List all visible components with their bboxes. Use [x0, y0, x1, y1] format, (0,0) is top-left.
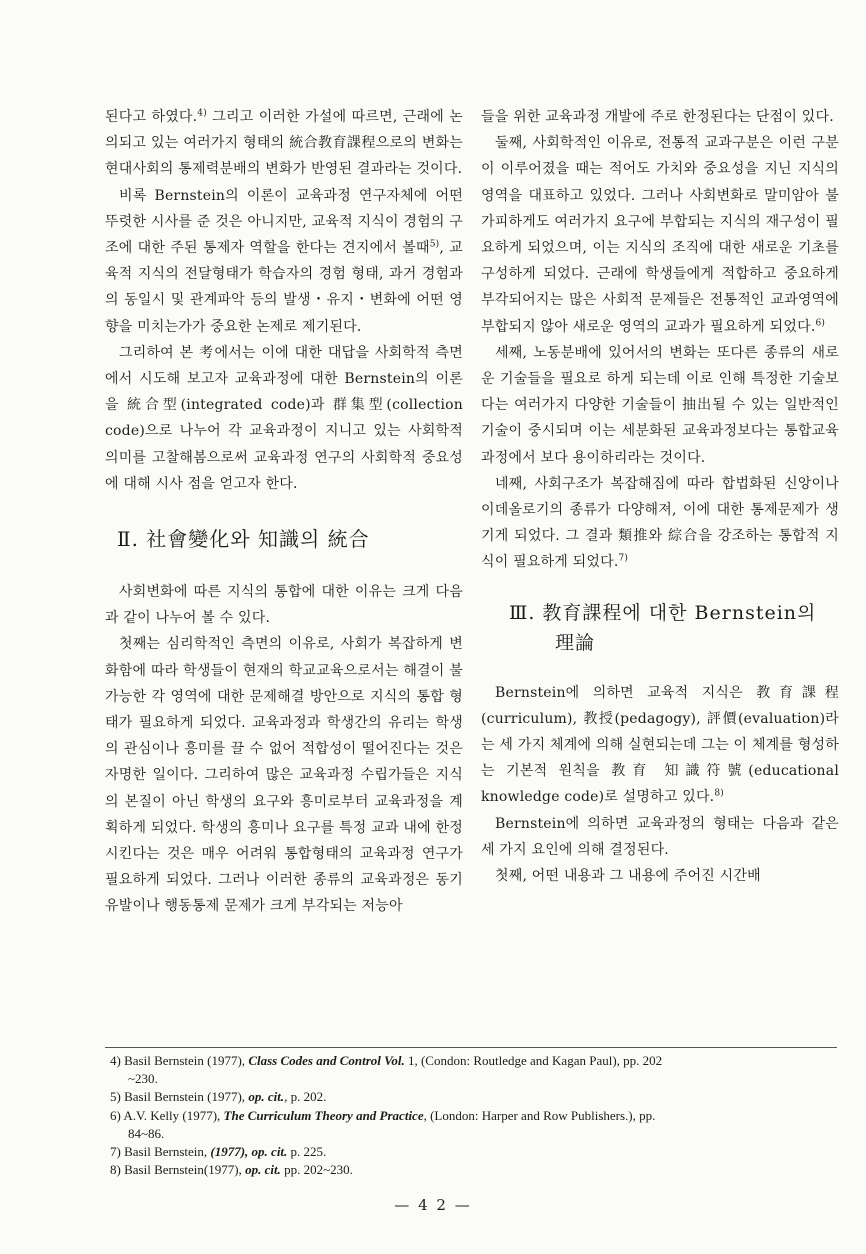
left-column [105, 104, 463, 920]
footnote-text: 1, (Condon: Routledge and Kagan Paul), pp. 202 [404, 1053, 663, 1068]
text: 비록 Bernstein의 이론이 교육과정 연구자체에 어떤 뚜렷한 시사를 준 것은 아니지만, 교육적 지식이 경험의 구조에 대한 주된 통제자 역할을 한다는 견지에서 볼때 [105, 187, 463, 257]
footnote-ref[interactable]: 4) [197, 108, 207, 119]
footnote-item [110, 1107, 830, 1143]
footnote-ref[interactable]: 5) [429, 239, 440, 250]
text: 네째, 사회구조가 복잡해짐에 따라 합법화된 신앙이나 이데올로기의 종류가 다양해져, 이에 대한 통제문제가 생기게 되었다. 그 결과 類推와 綜合을 강조하는 통합적 지식이 필요하게 되었다. [481, 475, 839, 571]
footnote-continuation: 84~86. [128, 1125, 165, 1141]
section-heading [481, 598, 839, 658]
footnote-title: op. cit. [245, 1162, 281, 1178]
paragraph: Bernstein에 의하면 교육과정의 형태는 다음과 같은 세 가지 요인에 의해 결정된다. [481, 815, 839, 858]
footnote-number: 6) [110, 1107, 121, 1123]
text: , 교육적 지식의 전달형태가 학습자의 경험 형태, 과거 경험과의 동일시 및 관계파악 등의 발생・유지・변화에 어떤 영향을 미치는가가 중요한 논제로 제기된다. [105, 240, 463, 335]
footnote-item [110, 1143, 830, 1161]
footnote-ref[interactable]: 6) [815, 317, 826, 328]
footnote-text: pp. 202~230. [280, 1162, 353, 1178]
page-number: — 4 2 — [394, 1196, 472, 1214]
paragraph [105, 183, 463, 340]
footnote-continuation: ~230. [128, 1071, 158, 1087]
heading-line: 理論 [555, 631, 596, 654]
footnote-text: Basil Bernstein (1977), [124, 1089, 249, 1105]
text: 그리고 이러한 가설에 따르면, 근래에 논의되고 있는 여러가지 형태의 統合教育課程으로의 변화는 현대사회의 통제력분배의 변화가 반영된 결과라는 것이다. [105, 109, 463, 178]
footnote-text: Basil Bernstein(1977), [124, 1162, 246, 1178]
footnote-ref[interactable]: 8) [714, 788, 724, 799]
footnote-title: Class Codes and Control Vol. [248, 1053, 405, 1068]
footnote-title: (1977), op. cit. [210, 1144, 288, 1160]
paragraph: 세째, 노동분배에 있어서의 변화는 또다른 종류의 새로운 기술들을 필요로 하게 되는데 이로 인해 특정한 기술보다는 여러가지 다양한 기술들이 抽出될 수 있는 일반적인 기술이 중시되며 이는 세분화된 교육과정보다는 통합교육과정에서 보다 용이하리라는 것이다. [481, 344, 839, 466]
text: 된다고 하였다. [105, 109, 198, 125]
paragraph [105, 104, 463, 183]
footnote-divider [105, 1047, 837, 1048]
text: 둘째, 사회학적인 이유로, 전통적 교과구분은 이런 구분이 이루어졌을 때는 적어도 가치와 중요성을 지닌 지식의 영역을 대표하고 있었다. 그러나 사회변화로 말미암아 불가피하게도 여러가지 요구에 부합되는 지식의 재구성이 필요하게 되었으며, 이는 지식의 조직에 대한 새로운 기초를 구성하게 되었다. 근래에 학생들에게 적합하고 중요하게 부각되어지는 많은 사회적 문제들은 전통적인 교과영역에 부합되지 않아 새로운 영역의 교과가 필요하게 되었다. [481, 135, 839, 335]
footnote-text: A.V. Kelly (1977), [123, 1107, 224, 1123]
footnote-number: 7) [110, 1144, 121, 1160]
footnote-number: 4) [110, 1053, 121, 1068]
footnote-number: 5) [110, 1089, 121, 1105]
footnote-title: op. cit. [248, 1089, 285, 1105]
footnote-text: , (London: Harper and Row Publishers.), pp. [423, 1107, 656, 1123]
footnote-text: Basil Bernstein (1977), [124, 1053, 249, 1068]
footnote-item [110, 1161, 830, 1179]
footnote-text: , p. 202. [284, 1089, 327, 1105]
footnote-text: p. 225. [287, 1144, 327, 1160]
paragraph [481, 471, 839, 576]
footnotes [110, 1052, 830, 1179]
heading-line: Ⅲ. 教育課程에 대한 Bernstein의 [509, 601, 817, 624]
footnote-item [110, 1088, 830, 1106]
text: Bernstein에 의하면 교육적 지식은 教育課程(curriculum), 教授(pedagogy), 評價(evaluation)라는 세 가지 체계에 의해 실현되는데 그는 이 체계를 형성하는 기본적 원칙을 教育 知識符號(educational knowledge code)로 설명하고 있다. [481, 684, 839, 806]
paragraph: 첫째는 심리학적인 측면의 이유로, 사회가 복잡하게 변화함에 따라 학생들이 현재의 학교교육으로서는 해결이 불가능한 각 영역에 대한 문제해결 방안으로 지식의 통합 형태가 필요하게 되었다. 교육과정과 학생간의 유리는 학생의 관심이나 흥미를 끌 수 없어 적합성이 떨어진다는 것은 자명한 일이다. 그리하여 많은 교육과정 수립가들은 지식의 본질이 아닌 학생의 요구와 흥미로부터 교육과정을 계획하게 되었다. 학생의 흥미나 요구를 특정 교과 내에 한정시킨다는 것은 매우 어려워 통합형태의 교육과정 연구가 필요하게 되었다. 그러나 이러한 종류의 교육과정은 동기유발이나 행동통제 문제가 크게 부각되는 저능아 [105, 636, 463, 915]
footnote-text: Basil Bernstein, [124, 1144, 211, 1160]
footnote-item [110, 1052, 830, 1088]
paragraph [481, 680, 839, 811]
paragraph: 들을 위한 교육과정 개발에 주로 한정된다는 단점이 있다. [481, 109, 834, 125]
footnote-title: The Curriculum Theory and Practice [223, 1107, 424, 1123]
footnote-ref[interactable]: 7) [618, 553, 629, 564]
paragraph: 첫째, 어떤 내용과 그 내용에 주어진 시간배 [495, 868, 761, 885]
paragraph: 사회변화에 따른 지식의 통합에 대한 이유는 크게 다음과 같이 나누어 볼 수 있다. [105, 584, 463, 627]
right-column [481, 104, 839, 889]
section-heading: Ⅱ. 社會變化와 知識의 統合 [117, 527, 370, 552]
paragraph: 그리하여 본 考에서는 이에 대한 대답을 사회학적 측면에서 시도해 보고자 교육과정에 대한 Bernstein의 이론을 統合型(integrated code)과 群集型(collection code)으로 나누어 각 교육과정이 지니고 있는 사회학적 의미를 고찰해봄으로써 교육과정 연구의 사회학적 중요성에 대해 시사 점을 얻고자 한다. [105, 344, 463, 492]
footnote-number: 8) [110, 1162, 121, 1178]
paragraph [481, 130, 839, 340]
